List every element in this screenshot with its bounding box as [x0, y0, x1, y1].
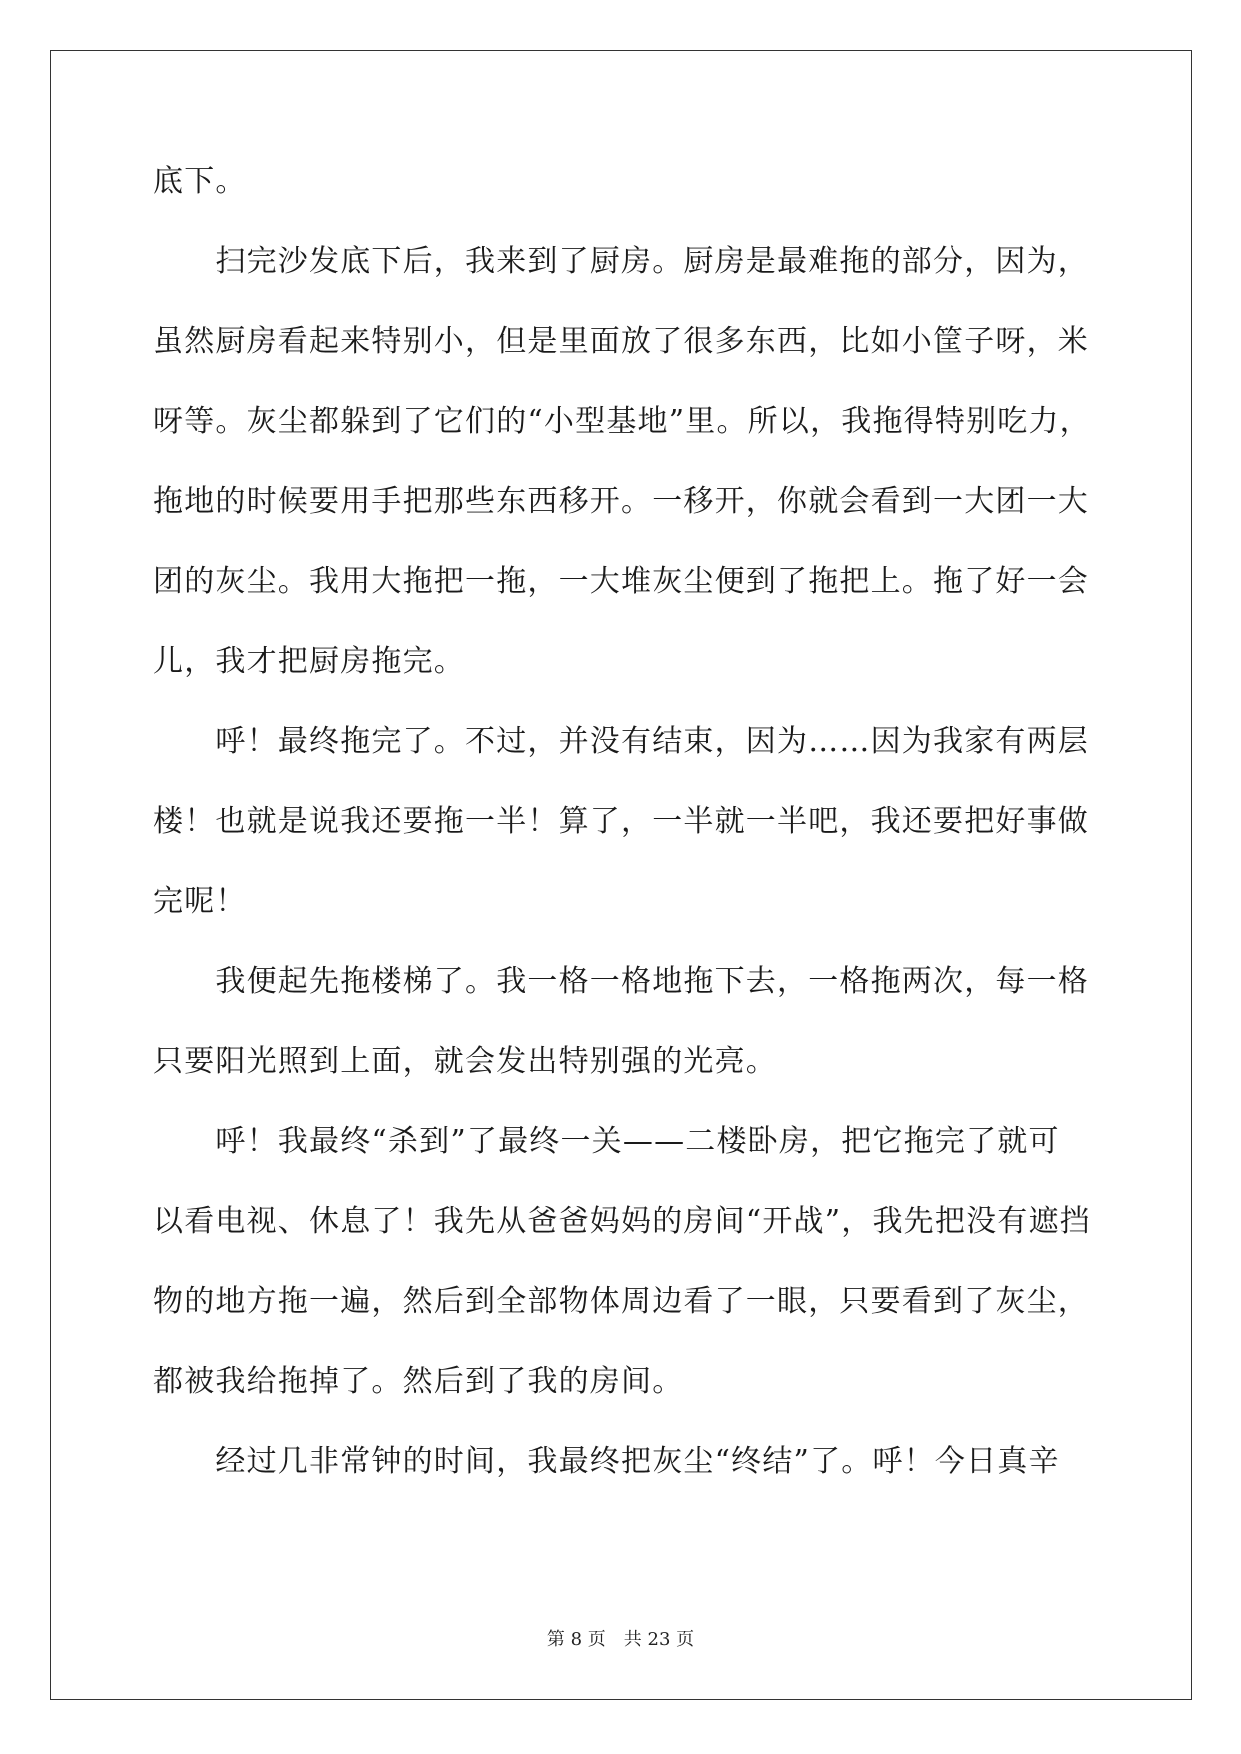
text-line: 呼！最终拖完了。不过，并没有结束，因为……因为我家有两层 [153, 724, 1089, 759]
text-line: 经过几非常钟的时间，我最终把灰尘“终结”了。呼！今日真辛 [153, 1444, 1060, 1479]
text-line: 只要阳光照到上面，就会发出特别强的光亮。 [153, 1044, 777, 1079]
text-line: 儿，我才把厨房拖完。 [153, 644, 465, 679]
text-line: 呼！我最终“杀到”了最终一关——二楼卧房，把它拖完了就可 [153, 1124, 1060, 1159]
document-body [153, 164, 1093, 1524]
text-line: 虽然厨房看起来特别小，但是里面放了很多东西，比如小筐子呀，米 [153, 324, 1089, 359]
text-line: 完呢！ [153, 884, 247, 919]
text-line: 物的地方拖一遍，然后到全部物体周边看了一眼，只要看到了灰尘， [153, 1284, 1089, 1319]
text-line: 团的灰尘。我用大拖把一拖，一大堆灰尘便到了拖把上。拖了好一会 [153, 564, 1089, 599]
text-line: 都被我给拖掉了。然后到了我的房间。 [153, 1364, 684, 1399]
text-line: 楼！也就是说我还要拖一半！算了，一半就一半吧，我还要把好事做 [153, 804, 1089, 839]
text-line: 扫完沙发底下后，我来到了厨房。厨房是最难拖的部分，因为， [153, 244, 1089, 279]
text-line: 呀等。灰尘都躲到了它们的“小型基地”里。所以，我拖得特别吃力， [153, 404, 1091, 439]
page-number-footer: 第 8 页 共 23 页 [546, 1629, 695, 1650]
text-line: 拖地的时候要用手把那些东西移开。一移开，你就会看到一大团一大 [153, 484, 1089, 519]
text-line: 我便起先拖楼梯了。我一格一格地拖下去，一格拖两次，每一格 [153, 964, 1089, 999]
text-line: 以看电视、休息了！我先从爸爸妈妈的房间“开战”，我先把没有遮挡 [153, 1204, 1091, 1239]
text-line: 底下。 [153, 164, 247, 199]
